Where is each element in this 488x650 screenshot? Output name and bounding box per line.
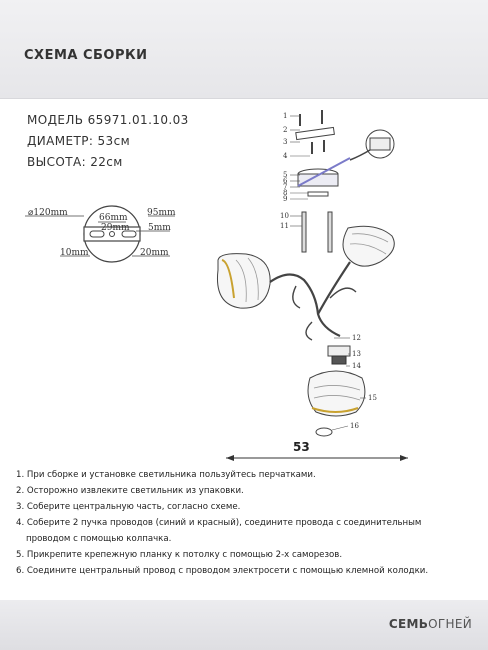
- diameter-spec: ДИАМЕТР: 53см: [27, 134, 131, 148]
- callout-14: 14: [352, 362, 361, 370]
- bracket-dim-29: 29mm: [101, 223, 130, 233]
- callout-9: 9: [283, 195, 288, 203]
- header-divider: [0, 98, 488, 99]
- step-2: 2. Осторожно извлеките светильник из упаковки.: [16, 486, 244, 496]
- bulb: [316, 428, 332, 436]
- callout-2: 2: [283, 126, 288, 134]
- callout-4: 4: [283, 152, 288, 160]
- bracket-dim-5: 5mm: [148, 223, 171, 233]
- callout-11: 11: [280, 222, 289, 230]
- lamp-socket: [332, 356, 346, 364]
- terminal-block: [370, 138, 390, 150]
- mounting-bracket-diagram: [20, 200, 180, 275]
- diameter-dimension-label: 53: [293, 440, 310, 454]
- step-4-continued: проводом с помощью колпачка.: [26, 534, 172, 544]
- bracket-dim-95: 95mm: [147, 208, 176, 218]
- callout-8: 8: [283, 189, 288, 197]
- callout-10: 10: [280, 212, 289, 220]
- callout-6: 6: [283, 177, 288, 185]
- bracket-dim-20: 20mm: [140, 248, 169, 258]
- brand-bold: СЕМЬ: [388, 617, 429, 631]
- frame-curls: [293, 286, 356, 340]
- brand-light: ОГНЕЙ: [428, 617, 472, 631]
- callout-3: 3: [283, 138, 288, 146]
- page-title: СХЕМА СБОРКИ: [24, 48, 148, 63]
- bracket-dim-120: ⌀120mm: [28, 208, 68, 218]
- shade-right: [343, 226, 394, 266]
- step-1: 1. При сборке и установке светильника пользуйтесь перчатками.: [16, 470, 316, 480]
- mounting-bar: [296, 127, 335, 139]
- bracket-dim-10: 10mm: [60, 248, 89, 258]
- supply-wire: [350, 150, 370, 160]
- frame-arm-center: [270, 274, 340, 336]
- model-spec: МОДЕЛЬ 65971.01.10.03: [27, 113, 189, 127]
- rod-right: [328, 212, 332, 252]
- callout-1: 1: [283, 112, 288, 120]
- step-3: 3. Соберите центральную часть, согласно схеме.: [16, 502, 241, 512]
- assembly-steps: [16, 467, 476, 579]
- callout-13: 13: [352, 350, 361, 358]
- callout-7: 7: [283, 183, 288, 191]
- step-6: 6. Соедините центральный провод с проводом электросети с помощью клемной колодки.: [16, 566, 429, 576]
- diameter-dimension-line: [222, 440, 412, 466]
- bracket-dim-66: 66mm: [99, 213, 128, 223]
- brand-logo: [389, 617, 472, 631]
- callout-16: 16: [350, 422, 359, 430]
- assembly-diagram: [200, 102, 430, 442]
- canopy-nut: [308, 192, 328, 196]
- callout-12: 12: [352, 334, 361, 342]
- rod-left: [302, 212, 306, 252]
- callout-15: 15: [368, 394, 377, 402]
- height-spec: ВЫСОТА: 22см: [27, 155, 123, 169]
- callout-5: 5: [283, 171, 288, 179]
- step-4: 4. Соберите 2 пучка проводов (синий и красный), соедините провода с соединительным: [16, 518, 422, 528]
- step-5: 5. Прикрепите крепежную планку к потолку с помощью 2-х саморезов.: [16, 550, 343, 560]
- socket-ring: [328, 346, 350, 356]
